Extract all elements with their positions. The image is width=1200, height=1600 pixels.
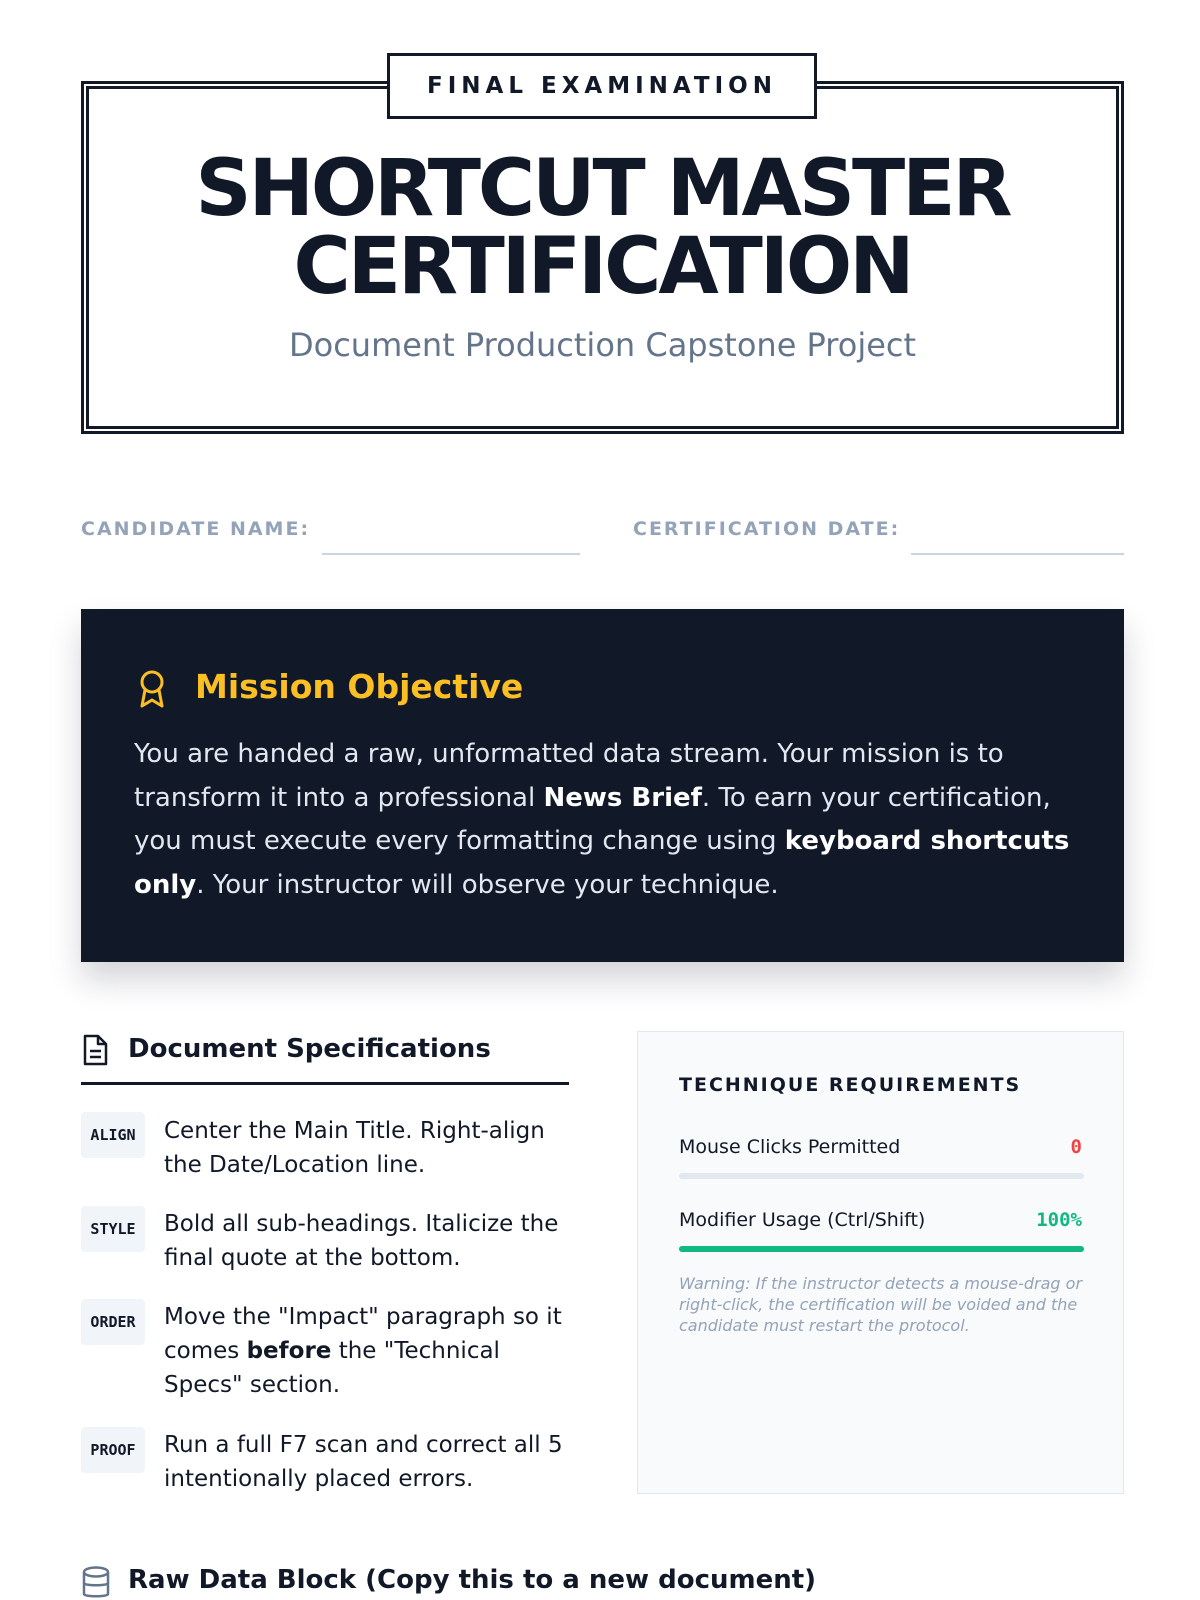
raw-data-title: Raw Data Block (Copy this to a new document) [128, 1565, 817, 1595]
spec-tag-style: STYLE [81, 1206, 145, 1252]
candidate-name-field[interactable] [322, 553, 580, 555]
spec-text-align: Center the Main Title. Right-align the Date/Location line. [164, 1118, 545, 1178]
database-icon [81, 1566, 111, 1600]
candidate-name-label: CANDIDATE NAME: [81, 518, 311, 540]
news-brief-emphasis: News Brief [543, 782, 702, 813]
main-title [81, 144, 1124, 312]
technique-warning: Warning: If the instructor detects a mouse-drag or right-click, the certification will be voided and the candidate must restart the protocol. [679, 1274, 1083, 1335]
specs-title: Document Specifications [128, 1034, 491, 1064]
modifier-usage-value: 100% [1036, 1209, 1082, 1231]
shortcuts-only-emphasis: keyboard shortcuts only [134, 826, 1070, 900]
specs-divider [81, 1082, 569, 1085]
document-icon [81, 1034, 109, 1066]
subtitle: Document Production Capstone Project [288, 326, 917, 364]
exam-label: FINAL EXAMINATION [387, 53, 817, 119]
mission-card [81, 609, 1124, 962]
modifier-usage-bar [679, 1246, 1084, 1252]
technique-panel [637, 1031, 1124, 1494]
modifier-usage-bar-fill [679, 1246, 1084, 1252]
spec-text-proof: Run a full F7 scan and correct all 5 intentionally placed errors. [164, 1432, 563, 1492]
modifier-usage-label: Modifier Usage (Ctrl/Shift) [679, 1209, 926, 1231]
technique-title: TECHNIQUE REQUIREMENTS [679, 1074, 1022, 1096]
mission-text: You are handed a raw, unformatted data stream. Your mission is to transform it into a professional News Brief. To earn your certification, you must execute every formatting change using keyboard shortcuts only. Your instructor will observe your technique. [134, 739, 1070, 900]
certification-date-field[interactable] [911, 553, 1124, 555]
award-icon [137, 669, 167, 709]
mouse-clicks-value: 0 [1070, 1136, 1082, 1158]
spec-tag-order: ORDER [81, 1299, 145, 1345]
mission-title: Mission Objective [195, 667, 524, 706]
spec-tag-proof: PROOF [81, 1427, 145, 1473]
spec-text-style: Bold all sub-headings. Italicize the final quote at the bottom. [164, 1211, 559, 1271]
mouse-clicks-label: Mouse Clicks Permitted [679, 1136, 901, 1158]
certification-date-label: CERTIFICATION DATE: [633, 518, 901, 540]
spec-text-order: Move the "Impact" paragraph so it comes before the "Technical Specs" section. [164, 1304, 562, 1398]
title-line-2: CERTIFICATION [293, 222, 912, 312]
title-line-1: SHORTCUT MASTER [195, 144, 1010, 234]
mouse-clicks-bar [679, 1173, 1084, 1179]
spec-tag-align: ALIGN [81, 1112, 145, 1158]
before-emphasis: before [246, 1338, 332, 1364]
